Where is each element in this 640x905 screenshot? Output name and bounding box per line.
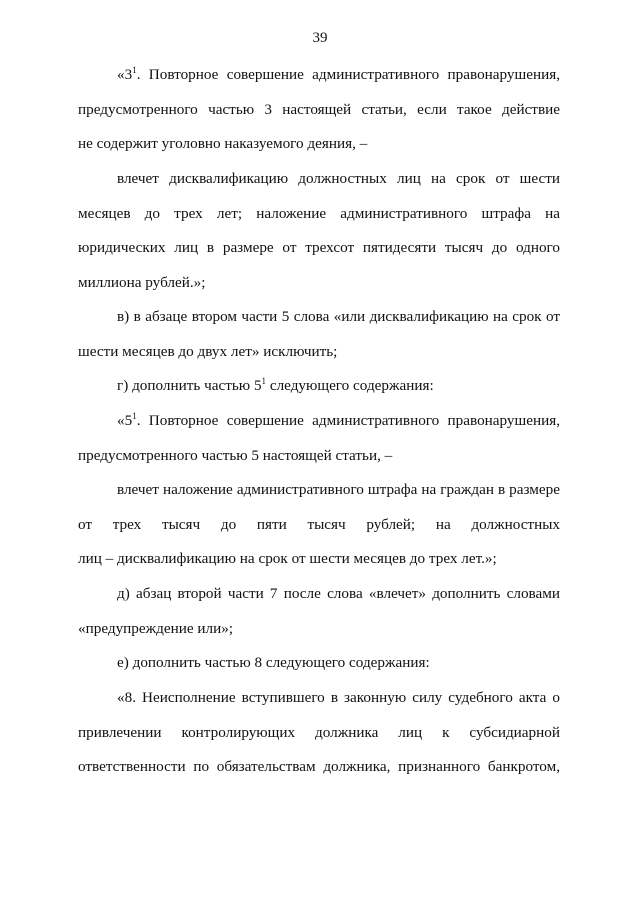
paragraph-line xyxy=(78,404,560,439)
paragraph-line: юридических лиц в размере от трехсот пятидесяти тысяч до одного xyxy=(78,239,560,256)
paragraph-item-v xyxy=(78,300,560,369)
text-fragment: г) дополнить частью 5 xyxy=(117,377,262,394)
paragraph-line: шести месяцев до двух лет» исключить; xyxy=(78,342,338,360)
paragraph-part-5-1 xyxy=(78,404,560,473)
paragraph-line: лиц – дисквалификацию на срок от шести месяцев до трех лет.»; xyxy=(78,550,497,567)
text-fragment: следующего содержания: xyxy=(266,377,434,394)
paragraph-line: е) дополнить частью 8 следующего содержания: xyxy=(117,654,430,671)
paragraph-line: месяцев до трех лет; наложение административного штрафа на xyxy=(78,204,560,222)
paragraph-item-g xyxy=(78,369,560,404)
paragraph-line: привлечении контролирующих должника лиц к субсидиарной xyxy=(78,723,560,741)
superscript: 1 xyxy=(261,375,267,386)
paragraph-line: ответственности по обязательствам должника, признанного банкротом, xyxy=(78,758,560,775)
paragraph-line: влечет дисквалификацию должностных лиц на срок от шести xyxy=(117,170,560,187)
paragraph-line: предусмотренного частью 3 настоящей статьи, если такое действие xyxy=(78,100,560,118)
paragraph-line: влечет наложение административного штрафа на граждан в размере xyxy=(117,481,560,498)
paragraph-line xyxy=(78,369,560,404)
paragraph-line: д) абзац второй части 7 после слова «влечет» дополнить словами xyxy=(117,585,560,602)
paragraph-line: предусмотренного частью 5 настоящей статьи, – xyxy=(78,446,393,464)
page-number: 39 xyxy=(312,30,328,46)
superscript: 1 xyxy=(132,64,137,75)
paragraph-part-3-1 xyxy=(78,58,560,162)
text-fragment: «5 xyxy=(117,412,133,429)
paragraph-line: не содержит уголовно наказуемого деяния, – xyxy=(78,135,368,152)
text-fragment: . Повторное совершение административного правонарушения, xyxy=(136,66,560,83)
paragraph-line: от трех тысяч до пяти тысяч рублей; на должностных xyxy=(78,515,560,533)
text-fragment: . Повторное совершение административного правонарушения, xyxy=(136,412,560,429)
paragraph-line: в) в абзаце втором части 5 слова «или дисквалификацию на срок от xyxy=(117,308,560,325)
paragraph-sanction-5-1 xyxy=(78,473,560,577)
text-fragment: «3 xyxy=(117,66,133,83)
paragraph-item-d xyxy=(78,577,560,646)
paragraph-item-e xyxy=(78,646,560,681)
superscript: 1 xyxy=(132,410,137,421)
paragraph-line: «8. Неисполнение вступившего в законную силу судебного акта о xyxy=(117,689,560,706)
paragraph-line: миллиона рублей.»; xyxy=(78,273,206,291)
paragraph-part-8 xyxy=(78,681,560,785)
paragraph-line: «предупреждение или»; xyxy=(78,619,234,637)
paragraph-line xyxy=(78,58,560,93)
paragraph-sanction-3-1 xyxy=(78,162,560,300)
